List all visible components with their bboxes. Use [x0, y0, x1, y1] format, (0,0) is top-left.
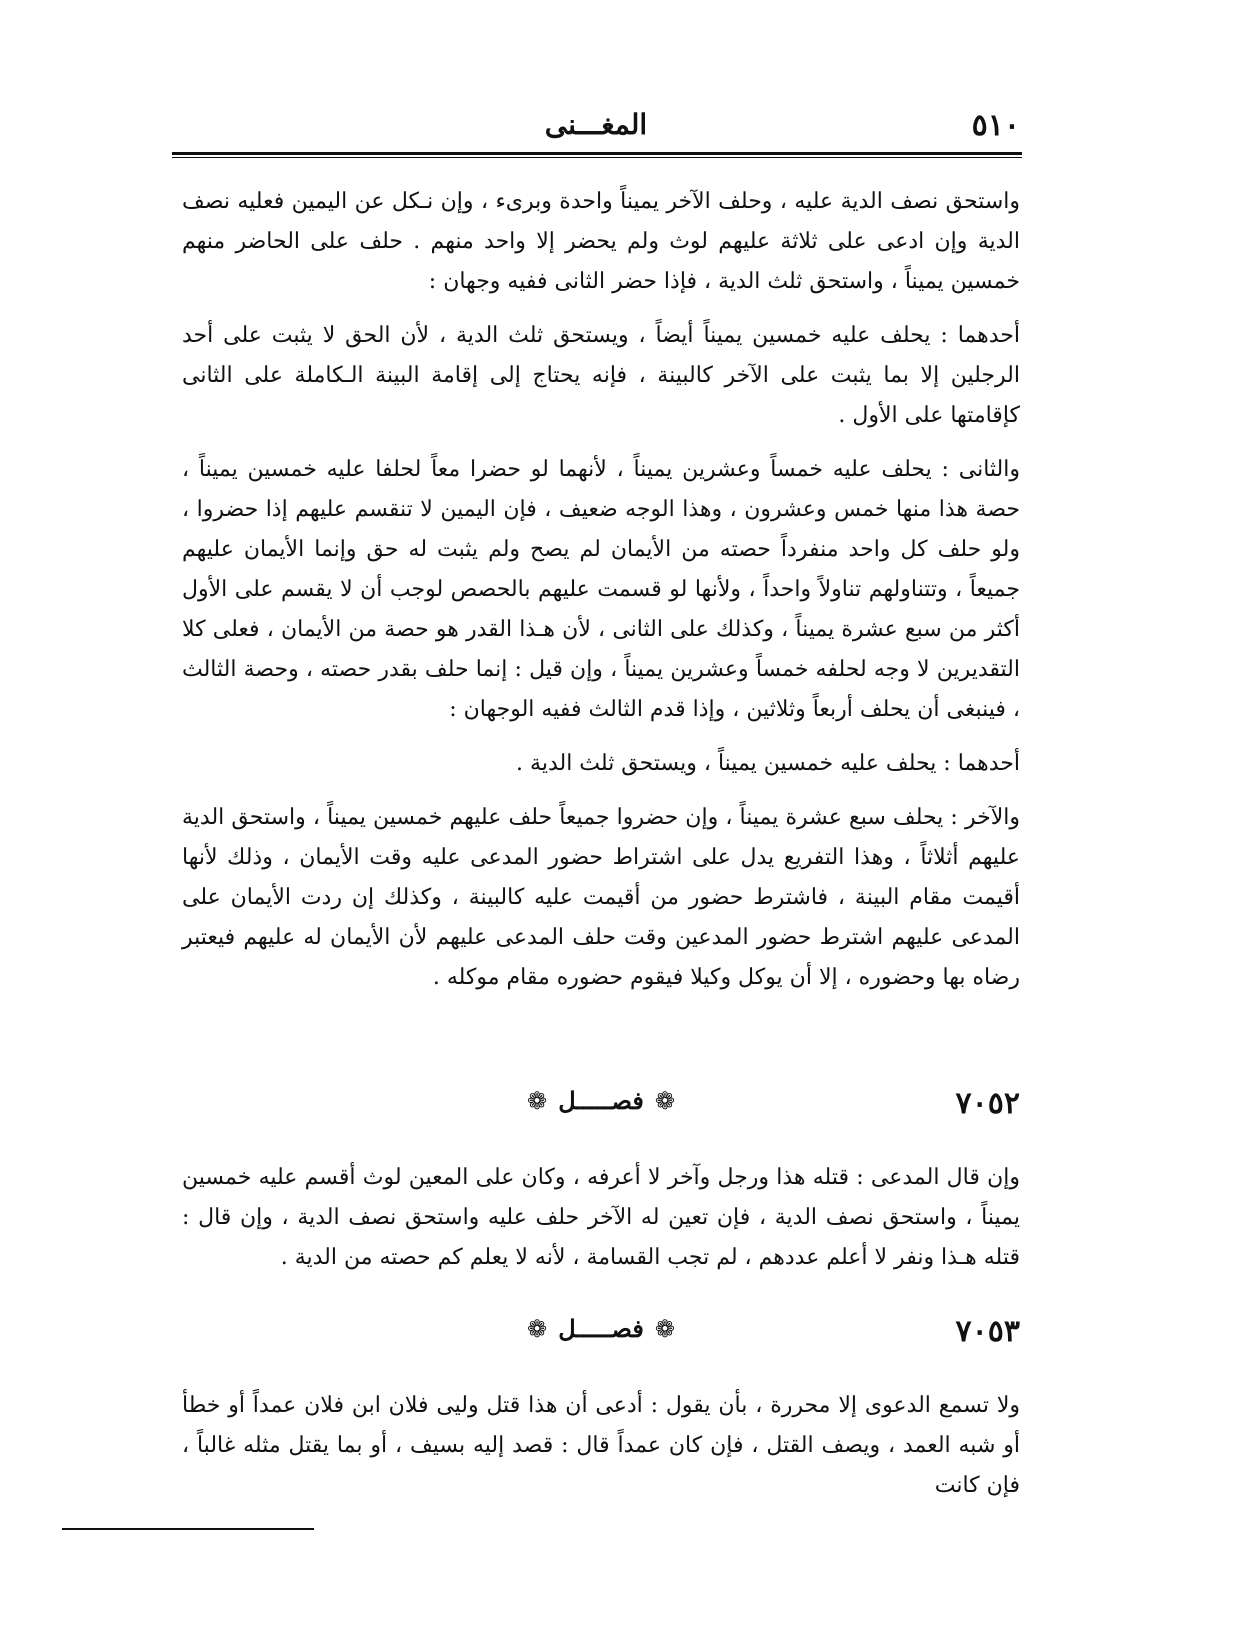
section-title: فصـــــل	[558, 1086, 644, 1115]
paragraph-4: أحدهما : يحلف عليه خمسين يميناً ، ويستحق ثلث الدية .	[516, 751, 1020, 776]
paragraph-6: وإن قال المدعى : قتله هذا ورجل وآخر لا أعرفه ، وكان على المعين لوث أقسم عليه خمسين يميناً ، واستحق نصف الدية ، فإن تعين له الآخر حلف عليه واستحق نصف الدية ، وإن قال : قتله هـذا ونفر لا أعلم عددهم ، لم تجب القسامة ، لأنه لا يعلم كم حصته من الدية .	[182, 1165, 1020, 1270]
flower-ornament-icon: ❁	[654, 1314, 676, 1343]
section-heading-1	[182, 1086, 1020, 1130]
paragraph-3: والثانى : يحلف عليه خمساً وعشرين يميناً ، لأنهما لو حضرا معاً لحلفا عليه خمسين يميناً ، حصة هذا منها خمس وعشرون ، وهذا الوجه ضعيف ، فإن اليمين لا تنقسم عليهم إذا حضروا ، ولو حلف كل واحد منفرداً حصته من الأيمان لم يصح ولم يثبت له حق وإنما الأيمان عليهم جميعاً ، وتتناولهم تناولاً واحداً ، ولأنها لو قسمت عليهم بالحصص لوجب أن لا يقسم على الأول أكثر من سبع عشرة يميناً ، وكذلك على الثانى ، لأن هـذا القدر هو حصة من الأيمان ، فعلى كلا التقديرين لا وجه لحلفه خمساً وعشرين يميناً ، وإن قيل : إنما حلف بقدر حصته ، وحصة الثالث ، فينبغى أن يحلف أربعاً وثلاثين ، وإذا قدم الثالث ففيه الوجهان :	[182, 457, 1020, 722]
paragraph-7: ولا تسمع الدعوى إلا محررة ، بأن يقول : أدعى أن هذا قتل وليى فلان ابن فلان عمداً أو خطأ أو شبه العمد ، ويصف القتل ، فإن كان عمداً قال : قصد إليه بسيف ، أو بما يقتل مثله غالباً ، فإن كانت	[182, 1393, 1020, 1498]
running-title: المغـــنى	[544, 108, 648, 141]
paragraph-2: أحدهما : يحلف عليه خمسين يميناً أيضاً ، ويستحق ثلث الدية ، لأن الحق لا يثبت على أحد الرجلين إلا بما يثبت على الآخر كالبينة ، فإنه يحتاج إلى إقامة البينة الـكاملة على الثانى كإقامتها على الأول .	[182, 323, 1020, 428]
flower-ornament-icon: ❁	[526, 1086, 548, 1115]
flower-ornament-icon: ❁	[526, 1314, 548, 1343]
section-heading-2	[182, 1314, 1020, 1358]
footnote-rule	[62, 1528, 314, 1530]
section-number: ٧٠٥٣	[955, 1314, 1020, 1349]
page-header	[172, 108, 1020, 154]
paragraph-5: والآخر : يحلف سبع عشرة يميناً ، وإن حضروا جميعاً حلف عليهم خمسين يميناً ، واستحق الدية عليهم أثلاثاً ، وهذا التفريع يدل على اشتراط حضور المدعى عليه وقت الأيمان ، وذلك لأنها أقيمت مقام البينة ، فاشترط حضور من أقيمت عليه كالبينة ، وكذلك إن ردت الأيمان على المدعى عليهم اشترط حضور المدعين وقت حلف المدعى عليهم لأن الأيمان له عليهم فيعتبر رضاه بها وحضوره ، إلا أن يوكل وكيلا فيقوم حضوره مقام موكله .	[182, 805, 1020, 990]
paragraph-1: واستحق نصف الدية عليه ، وحلف الآخر يميناً واحدة وبرىء ، وإن نـكل عن اليمين فعليه نصف الدية وإن ادعى على ثلاثة عليهم لوث ولم يحضر إلا واحد منهم . حلف على الحاضر منهم خمسين يميناً ، واستحق ثلث الدية ، فإذا حضر الثانى ففيه وجهان :	[182, 189, 1020, 294]
header-rule	[172, 152, 1022, 158]
section-number: ٧٠٥٢	[955, 1086, 1020, 1121]
page-number: ٥١٠	[971, 108, 1020, 143]
flower-ornament-icon: ❁	[654, 1086, 676, 1115]
main-text	[182, 182, 1020, 998]
section-title: فصـــــل	[558, 1314, 644, 1343]
section-2-text	[182, 1386, 1020, 1506]
section-1-text	[182, 1158, 1020, 1278]
